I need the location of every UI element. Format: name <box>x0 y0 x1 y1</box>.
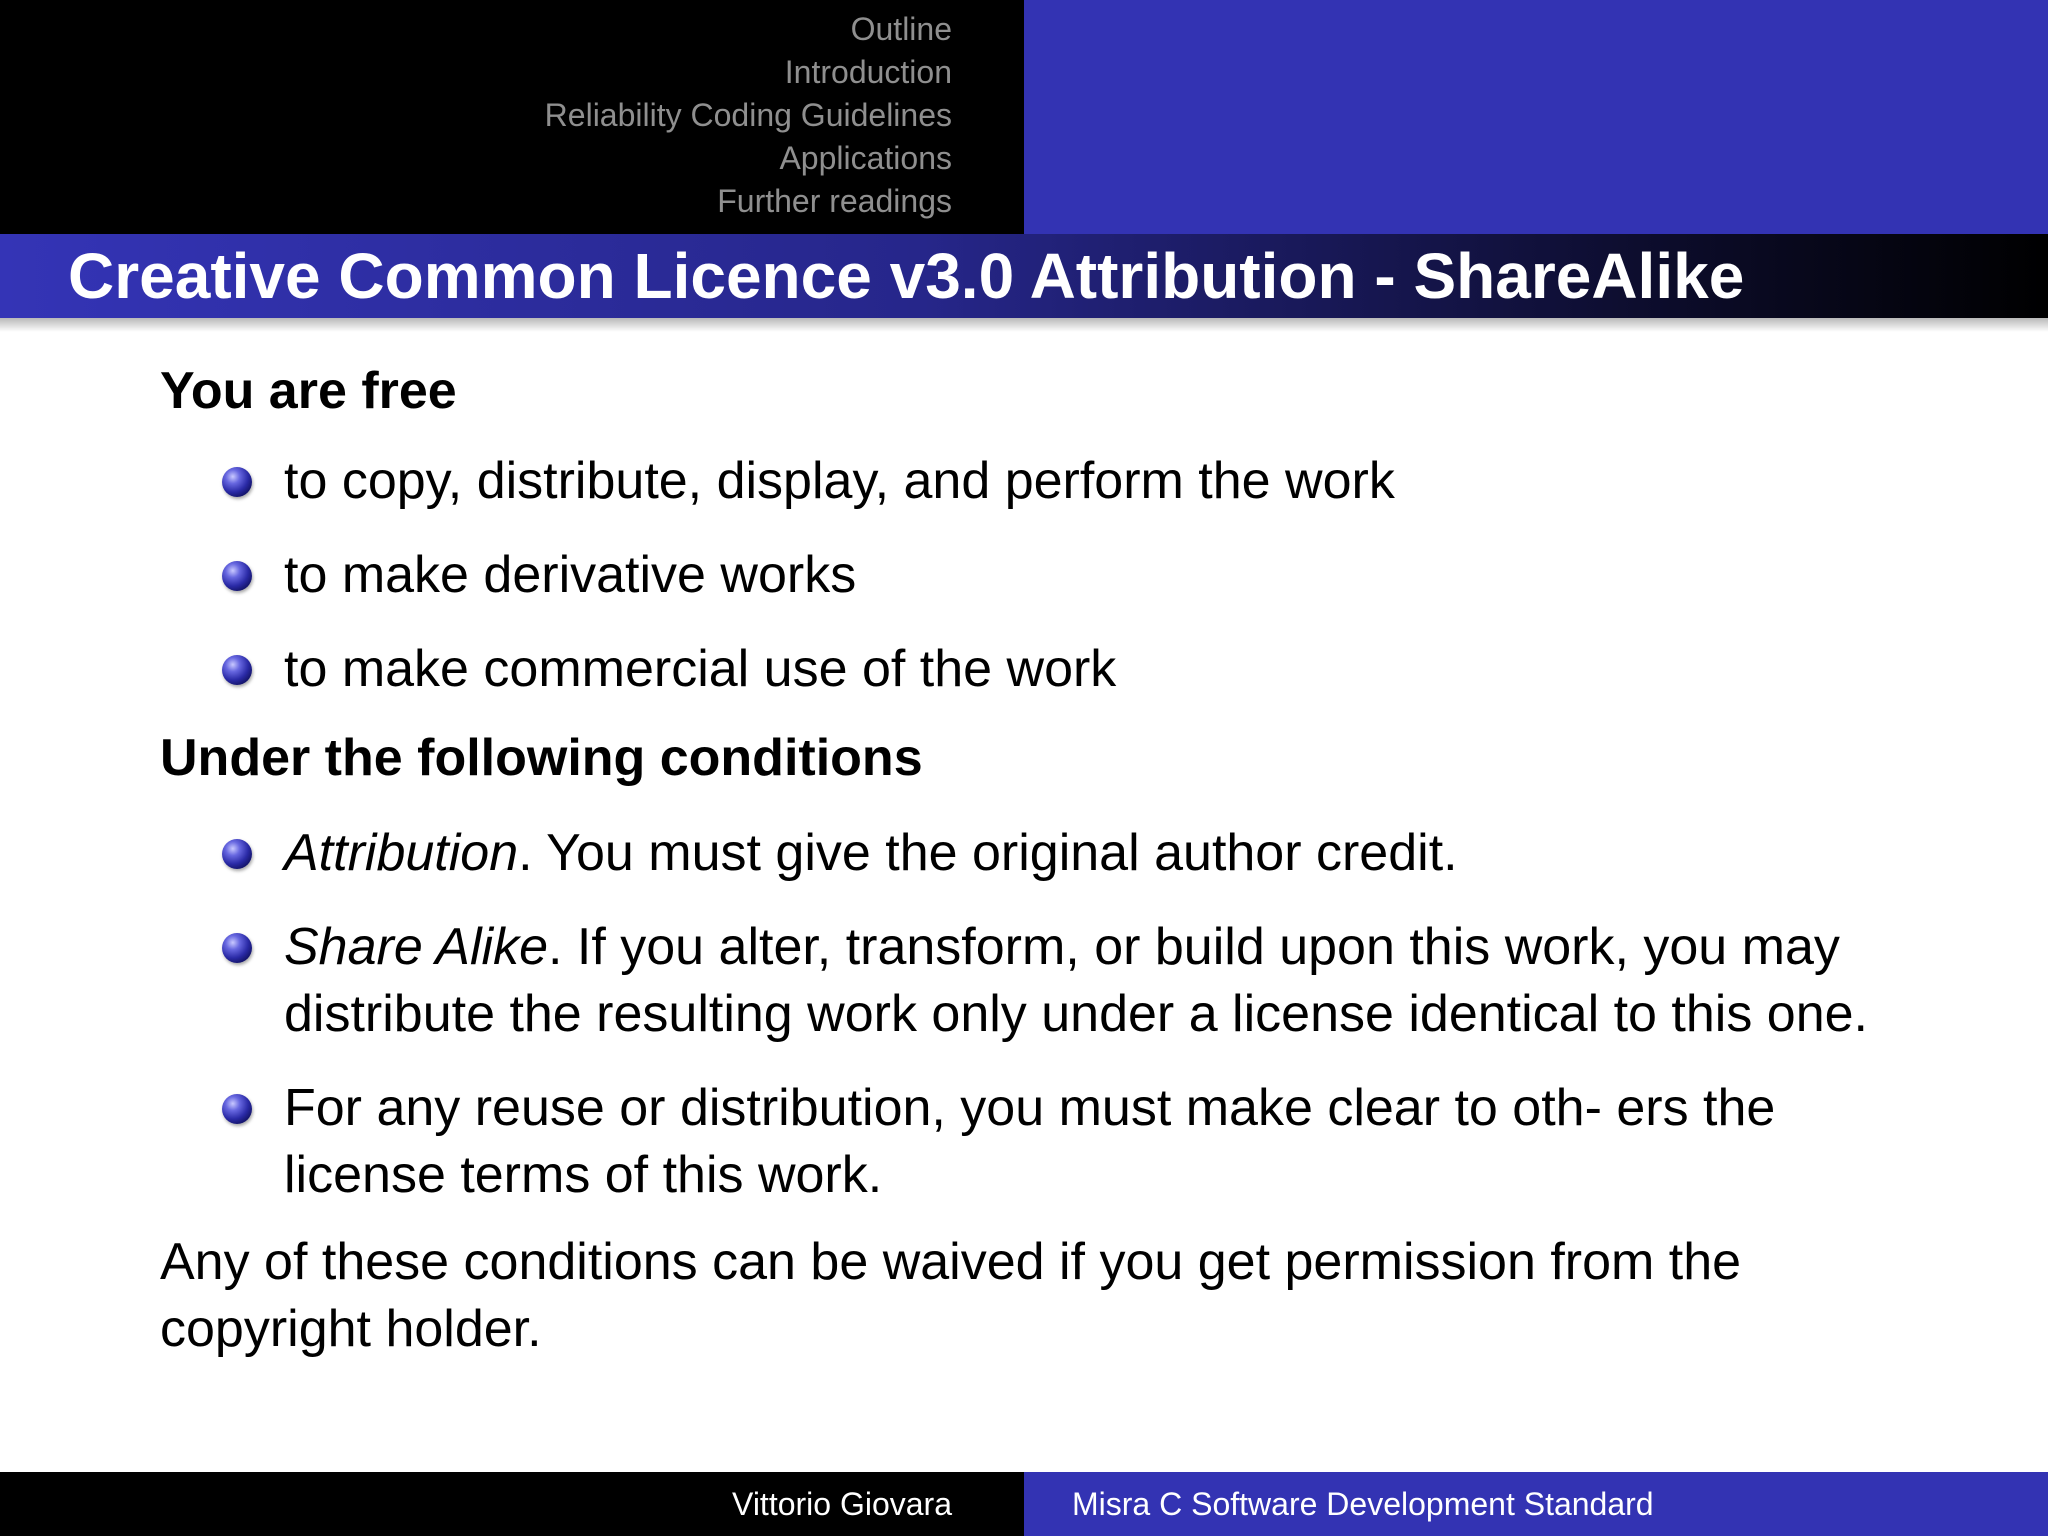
conditions-list <box>160 820 1930 1209</box>
footer-left-panel <box>0 1472 1024 1536</box>
frame-title: Creative Common Licence v3.0 Attribution - ShareAlike <box>68 240 1745 312</box>
frame-title-bar <box>0 234 2048 318</box>
footer-talk-title: Misra C Software Development Standard <box>1072 1486 1654 1522</box>
condition-term: Attribution <box>284 824 519 882</box>
list-item <box>160 448 1930 515</box>
condition-text: . If you alter, transform, or build upon this work, you may distribute the resulting work only under a license identical to this one. <box>284 918 1868 1043</box>
nav-item-further-readings[interactable]: Further readings <box>717 183 952 219</box>
nav-item-introduction[interactable]: Introduction <box>784 54 952 90</box>
nav-item-outline[interactable]: Outline <box>850 11 952 47</box>
footer-author: Vittorio Giovara <box>732 1486 952 1522</box>
list-item <box>160 1075 1930 1209</box>
nav-item-applications[interactable]: Applications <box>779 140 952 176</box>
condition-text: . You must give the original author credit. <box>518 824 1458 882</box>
free-list <box>160 448 1930 703</box>
closing-paragraph: Any of these conditions can be waived if you get permission from the copyright holder. <box>160 1233 1742 1358</box>
ball-bullet-icon <box>222 655 252 685</box>
list-item <box>160 820 1930 887</box>
header-right-panel <box>1024 0 2048 234</box>
title-bar-shadow <box>0 318 2048 332</box>
ball-bullet-icon <box>222 467 252 497</box>
list-item <box>160 914 1930 1048</box>
ball-bullet-icon <box>222 933 252 963</box>
ball-bullet-icon <box>222 839 252 869</box>
condition-text: For any reuse or distribution, you must make clear to oth- ers the license terms of this work. <box>284 1079 1776 1204</box>
list-item-text: to make derivative works <box>284 546 857 604</box>
ball-bullet-icon <box>222 1094 252 1124</box>
list-item-text: to make commercial use of the work <box>284 640 1117 698</box>
free-heading: You are free <box>160 362 457 420</box>
conditions-heading: Under the following conditions <box>160 729 923 787</box>
slide-content <box>160 356 1930 1363</box>
list-item-text: to copy, distribute, display, and perform the work <box>284 452 1395 510</box>
condition-term: Share Alike <box>284 918 548 976</box>
list-item <box>160 636 1930 703</box>
footer-bar <box>0 1472 2048 1536</box>
list-item <box>160 542 1930 609</box>
nav-item-reliability-coding-guidelines[interactable]: Reliability Coding Guidelines <box>544 97 952 133</box>
section-nav-list <box>545 8 952 223</box>
footer-right-panel <box>1024 1472 2048 1536</box>
header-left-panel <box>0 0 1024 234</box>
ball-bullet-icon <box>222 561 252 591</box>
header-navigation <box>0 0 2048 234</box>
